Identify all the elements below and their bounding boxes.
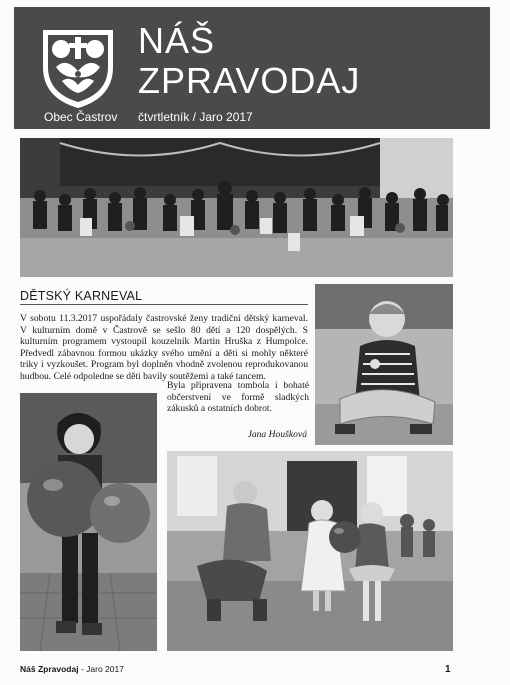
footer-publication-name: Náš Zpravodaj xyxy=(20,664,79,674)
dance-photo xyxy=(167,451,453,651)
page-number: 1 xyxy=(445,664,451,675)
title-underline xyxy=(20,304,308,305)
balloon-boy-photo xyxy=(20,393,157,651)
issue-label: čtvrtletník / Jaro 2017 xyxy=(138,110,253,124)
masthead-title-line1: NÁŠ xyxy=(138,20,216,61)
footer-publication xyxy=(20,664,124,674)
toddler-photo xyxy=(315,284,453,445)
group-photo xyxy=(20,138,453,277)
article-title: DĚTSKÝ KARNEVAL xyxy=(20,289,143,303)
article-paragraph-2: Byla připravena tombola i bohaté občerstvení ve formě sladkých zákusků a ostatních dobrot. xyxy=(167,380,309,415)
article-paragraph-1: V sobotu 11.3.2017 uspořádaly častrovské ženy tradiční dětský karneval. V kulturním domě v Častrově se sešlo 80 dětí a 120 dospělých. S kulturním programem vystoupil kouzelník Martin Hruška z Humpolce. Předvedl zábavnou formou ukázky svého umění a děti si mohly některé triky i vyzkoušet. Program byl doplněn vhodně zvolenou reprodukovanou hudbou. Celé odpoledne se děti bavily soutěžemi a také tancem. xyxy=(20,313,308,382)
masthead xyxy=(14,7,490,129)
municipality-name: Obec Častrov xyxy=(44,110,118,124)
masthead-title-line2: ZPRAVODAJ xyxy=(138,60,361,101)
article-author: Jana Houšková xyxy=(247,429,307,440)
footer-season: Jaro 2017 xyxy=(86,664,124,674)
footer-separator: - xyxy=(78,664,87,674)
municipal-crest-icon xyxy=(40,27,116,109)
